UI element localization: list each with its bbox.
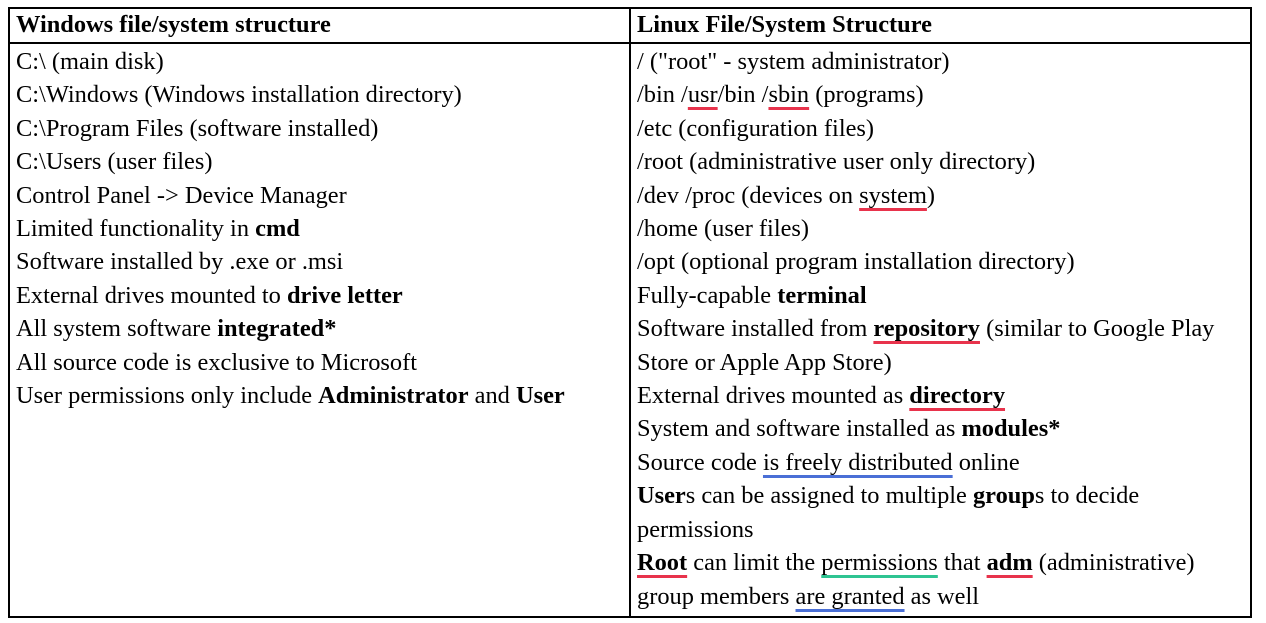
text-segment: /etc (configuration files) [637, 114, 875, 142]
table-entry [16, 45, 626, 78]
windows-column-cell [9, 43, 630, 617]
text-segment: C:\Users (user files) [16, 148, 213, 176]
bold-text: User [637, 482, 686, 510]
text-segment: Software installed by .exe or .msi [16, 248, 344, 276]
text-segment: (administrative) group members [637, 549, 1195, 610]
text-segment: (programs) [809, 81, 924, 109]
text-segment: Fully-capable [637, 281, 778, 309]
document-page [8, 7, 1252, 618]
text-segment: Control Panel -> Device Manager [16, 181, 347, 209]
text-segment: C:\Windows (Windows installation directory) [16, 81, 462, 109]
text-segment: ) [926, 181, 936, 209]
table-entry [16, 179, 626, 212]
table-entry [16, 379, 626, 412]
spell-check-underlined-text: Root [637, 549, 688, 577]
linux-column-cell [630, 43, 1251, 617]
bold-text: drive letter [286, 281, 403, 309]
bold-text: terminal [777, 281, 867, 309]
text-segment: C:\Program Files (software installed) [16, 114, 379, 142]
spell-check-underlined-text: directory [909, 382, 1006, 410]
text-segment: that [937, 549, 987, 577]
text-segment: /bin / [637, 81, 688, 109]
os-comparison-table [8, 7, 1252, 618]
table-entry [637, 479, 1247, 546]
column-header-linux: Linux File/System Structure [630, 8, 1251, 43]
text-segment: /dev /proc (devices on [637, 181, 860, 209]
table-header-row [9, 8, 1251, 43]
table-entry [637, 112, 1247, 145]
table-entry [16, 245, 626, 278]
bold-text: group [972, 482, 1035, 510]
text-segment: Software installed from [637, 315, 874, 343]
column-header-windows: Windows file/system structure [9, 8, 630, 43]
table-entry [637, 546, 1247, 613]
bold-text: integrated* [217, 315, 337, 343]
table-entry [637, 312, 1247, 379]
refinement-check-underlined-text: permissions [821, 549, 938, 577]
table-entry [637, 245, 1247, 278]
spell-check-underlined-text: adm [986, 549, 1033, 577]
table-entry [637, 179, 1247, 212]
table-entry [637, 446, 1247, 479]
spell-check-underlined-text: repository [873, 315, 980, 343]
spell-check-underlined-text: system [859, 181, 927, 209]
bold-text: modules* [961, 415, 1061, 443]
text-segment: can limit the [687, 549, 822, 577]
table-entry [637, 45, 1247, 78]
table-entry [637, 78, 1247, 111]
text-segment: (similar to Google Play Store or Apple App Store) [637, 315, 1215, 376]
text-segment: C:\ (main disk) [16, 48, 164, 75]
table-body [9, 43, 1251, 617]
grammar-check-underlined-text: are granted [795, 582, 905, 610]
table-entry [16, 78, 626, 111]
spell-check-underlined-text: sbin [768, 81, 810, 109]
table-entry [637, 412, 1247, 445]
text-segment: s can be assigned to multiple [685, 482, 973, 510]
spell-check-underlined-text: usr [687, 81, 718, 109]
text-segment: System and software installed as [637, 415, 962, 443]
table-entry [16, 212, 626, 245]
bold-text: Administrator [318, 382, 469, 410]
table-entry [16, 279, 626, 312]
text-segment: Limited functionality in [16, 215, 256, 243]
table-entry [16, 112, 626, 145]
bold-text: cmd [255, 215, 300, 243]
bold-text: User [515, 382, 565, 410]
text-segment: and [468, 382, 516, 410]
text-segment: All source code is exclusive to Microsoft [16, 348, 417, 376]
text-segment: /home (user files) [637, 215, 810, 243]
table-entry [637, 279, 1247, 312]
text-segment: External drives mounted as [637, 382, 910, 410]
text-segment: /bin / [717, 81, 769, 109]
grammar-check-underlined-text: is freely distributed [762, 448, 953, 476]
text-segment: External drives mounted to [16, 281, 287, 309]
text-segment: as well [904, 582, 980, 610]
text-segment: s to decide permissions [637, 482, 1140, 543]
text-segment: online [952, 448, 1020, 476]
text-segment: User permissions only include [16, 382, 319, 410]
table-entry [16, 312, 626, 345]
text-segment: /root (administrative user only directory) [637, 148, 1036, 176]
table-entry [16, 145, 626, 178]
text-segment: All system software [16, 315, 218, 343]
text-segment: /opt (optional program installation directory) [637, 248, 1075, 276]
text-segment: / ("root" - system administrator) [637, 48, 950, 75]
table-entry [637, 212, 1247, 245]
table-entry [637, 145, 1247, 178]
table-entry [637, 379, 1247, 412]
table-entry [16, 346, 626, 379]
text-segment: Source code [637, 448, 763, 476]
